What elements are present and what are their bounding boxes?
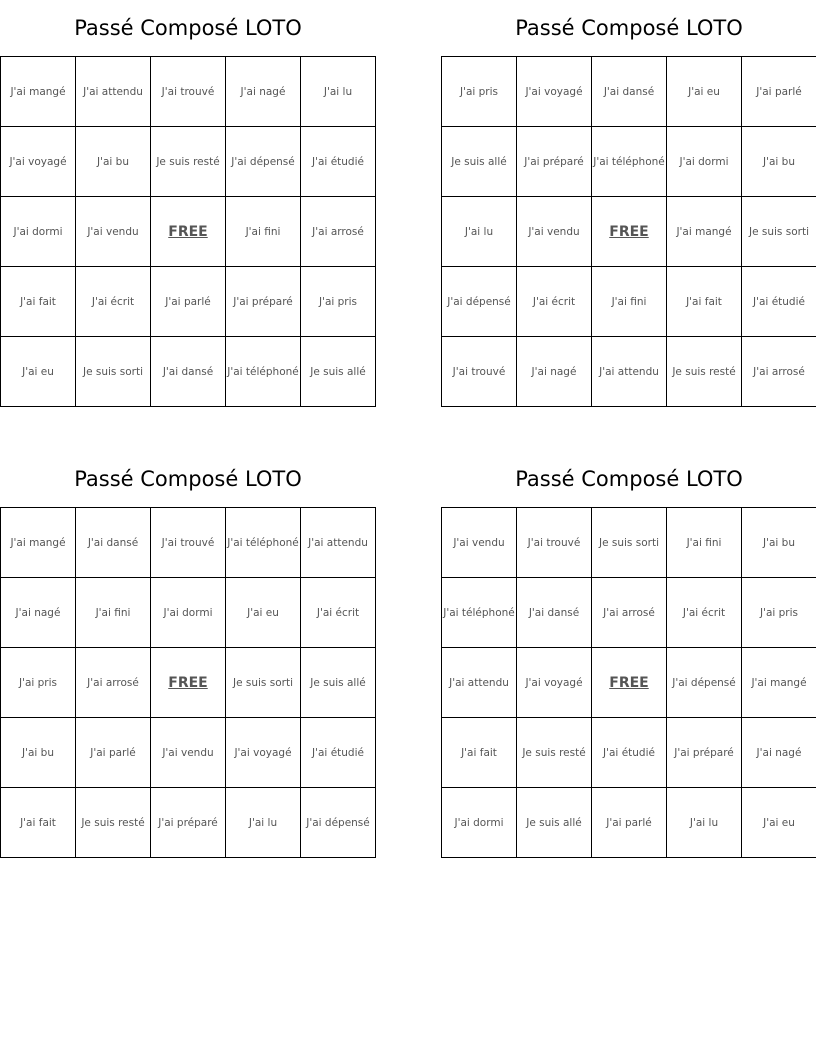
loto-cell: J'ai attendu <box>76 57 151 127</box>
loto-cell: J'ai fini <box>667 508 742 578</box>
loto-cell: Je suis resté <box>517 718 592 788</box>
loto-cell: J'ai pris <box>301 267 376 337</box>
loto-cell: J'ai mangé <box>1 508 76 578</box>
loto-cell: J'ai lu <box>667 788 742 858</box>
loto-cell: J'ai téléphoné <box>442 578 517 648</box>
loto-cell: Je suis allé <box>301 648 376 718</box>
loto-cell: J'ai dansé <box>592 57 667 127</box>
loto-cell: J'ai dépensé <box>226 127 301 197</box>
loto-cell: Je suis sorti <box>742 197 816 267</box>
loto-cell: J'ai eu <box>742 788 816 858</box>
loto-cell: J'ai voyagé <box>1 127 76 197</box>
loto-cell: J'ai étudié <box>592 718 667 788</box>
loto-cell: J'ai dansé <box>151 337 226 407</box>
card-title: Passé Composé LOTO <box>74 467 302 491</box>
loto-cell: J'ai eu <box>226 578 301 648</box>
loto-cell: J'ai fait <box>1 267 76 337</box>
free-space-cell: FREE <box>151 648 226 718</box>
loto-cell: J'ai bu <box>742 508 816 578</box>
loto-cell: J'ai arrosé <box>742 337 816 407</box>
loto-cell: J'ai vendu <box>442 508 517 578</box>
loto-cell: Je suis resté <box>667 337 742 407</box>
loto-cell: J'ai vendu <box>517 197 592 267</box>
loto-cell: J'ai préparé <box>517 127 592 197</box>
loto-cell: J'ai eu <box>667 57 742 127</box>
loto-cell: Je suis resté <box>151 127 226 197</box>
loto-cell: J'ai nagé <box>517 337 592 407</box>
loto-cell: Je suis allé <box>301 337 376 407</box>
loto-cell: J'ai mangé <box>667 197 742 267</box>
free-space-cell: FREE <box>592 648 667 718</box>
loto-cell: J'ai lu <box>442 197 517 267</box>
loto-cell: J'ai dansé <box>517 578 592 648</box>
loto-cell: J'ai étudié <box>301 127 376 197</box>
loto-cell: J'ai pris <box>442 57 517 127</box>
loto-cell: J'ai nagé <box>1 578 76 648</box>
free-space-cell: FREE <box>151 197 226 267</box>
loto-cell: J'ai trouvé <box>151 57 226 127</box>
loto-cell: J'ai arrosé <box>301 197 376 267</box>
loto-grid <box>441 56 816 407</box>
loto-cell: J'ai nagé <box>226 57 301 127</box>
free-space-cell: FREE <box>592 197 667 267</box>
loto-cell: Je suis allé <box>442 127 517 197</box>
loto-cell: Je suis sorti <box>592 508 667 578</box>
card-title: Passé Composé LOTO <box>515 16 743 40</box>
loto-cell: J'ai parlé <box>151 267 226 337</box>
loto-cell: J'ai lu <box>226 788 301 858</box>
loto-card-1 <box>0 0 376 407</box>
loto-cell: J'ai étudié <box>301 718 376 788</box>
loto-cell: J'ai bu <box>1 718 76 788</box>
loto-cell: J'ai mangé <box>1 57 76 127</box>
loto-cell: J'ai trouvé <box>517 508 592 578</box>
loto-cell: J'ai préparé <box>226 267 301 337</box>
loto-cell: J'ai trouvé <box>442 337 517 407</box>
loto-cell: J'ai téléphoné <box>592 127 667 197</box>
card-title: Passé Composé LOTO <box>74 16 302 40</box>
loto-cell: J'ai fini <box>226 197 301 267</box>
loto-cell: J'ai dormi <box>1 197 76 267</box>
loto-cell: J'ai vendu <box>76 197 151 267</box>
loto-cell: J'ai arrosé <box>592 578 667 648</box>
loto-cell: J'ai préparé <box>667 718 742 788</box>
loto-cell: J'ai voyagé <box>517 648 592 718</box>
loto-cell: J'ai pris <box>1 648 76 718</box>
loto-cell: Je suis sorti <box>226 648 301 718</box>
loto-grid <box>0 507 376 858</box>
loto-cell: J'ai écrit <box>667 578 742 648</box>
loto-cell: J'ai bu <box>742 127 816 197</box>
loto-cell: J'ai vendu <box>151 718 226 788</box>
loto-card-2 <box>441 0 816 407</box>
loto-cell: J'ai bu <box>76 127 151 197</box>
loto-cell: Je suis resté <box>76 788 151 858</box>
loto-cell: J'ai écrit <box>76 267 151 337</box>
loto-cell: J'ai nagé <box>742 718 816 788</box>
loto-cell: J'ai dormi <box>442 788 517 858</box>
loto-cell: J'ai préparé <box>151 788 226 858</box>
card-title: Passé Composé LOTO <box>515 467 743 491</box>
loto-cell: J'ai trouvé <box>151 508 226 578</box>
loto-cell: J'ai fait <box>1 788 76 858</box>
loto-cell: J'ai arrosé <box>76 648 151 718</box>
loto-cell: J'ai étudié <box>742 267 816 337</box>
loto-cell: J'ai attendu <box>592 337 667 407</box>
loto-cell: J'ai parlé <box>742 57 816 127</box>
loto-cell: J'ai parlé <box>592 788 667 858</box>
loto-cell: J'ai voyagé <box>226 718 301 788</box>
loto-cell: J'ai pris <box>742 578 816 648</box>
loto-cell: J'ai fait <box>442 718 517 788</box>
loto-card-3 <box>0 451 376 858</box>
loto-cell: J'ai dormi <box>667 127 742 197</box>
loto-cell: J'ai dépensé <box>301 788 376 858</box>
loto-cell: J'ai attendu <box>442 648 517 718</box>
loto-cell: J'ai eu <box>1 337 76 407</box>
loto-cell: J'ai dépensé <box>667 648 742 718</box>
loto-cell: J'ai téléphoné <box>226 508 301 578</box>
loto-cell: J'ai parlé <box>76 718 151 788</box>
loto-cell: J'ai attendu <box>301 508 376 578</box>
loto-cell: J'ai téléphoné <box>226 337 301 407</box>
loto-cell: Je suis allé <box>517 788 592 858</box>
loto-cell: J'ai écrit <box>517 267 592 337</box>
loto-cell: J'ai lu <box>301 57 376 127</box>
loto-cell: J'ai fini <box>76 578 151 648</box>
loto-cell: J'ai dormi <box>151 578 226 648</box>
loto-cell: J'ai dansé <box>76 508 151 578</box>
loto-grid <box>0 56 376 407</box>
loto-cell: Je suis sorti <box>76 337 151 407</box>
loto-cell: J'ai fini <box>592 267 667 337</box>
loto-cell: J'ai voyagé <box>517 57 592 127</box>
loto-card-4 <box>441 451 816 858</box>
loto-cell: J'ai fait <box>667 267 742 337</box>
loto-cell: J'ai écrit <box>301 578 376 648</box>
loto-grid <box>441 507 816 858</box>
loto-cell: J'ai mangé <box>742 648 816 718</box>
loto-cell: J'ai dépensé <box>442 267 517 337</box>
